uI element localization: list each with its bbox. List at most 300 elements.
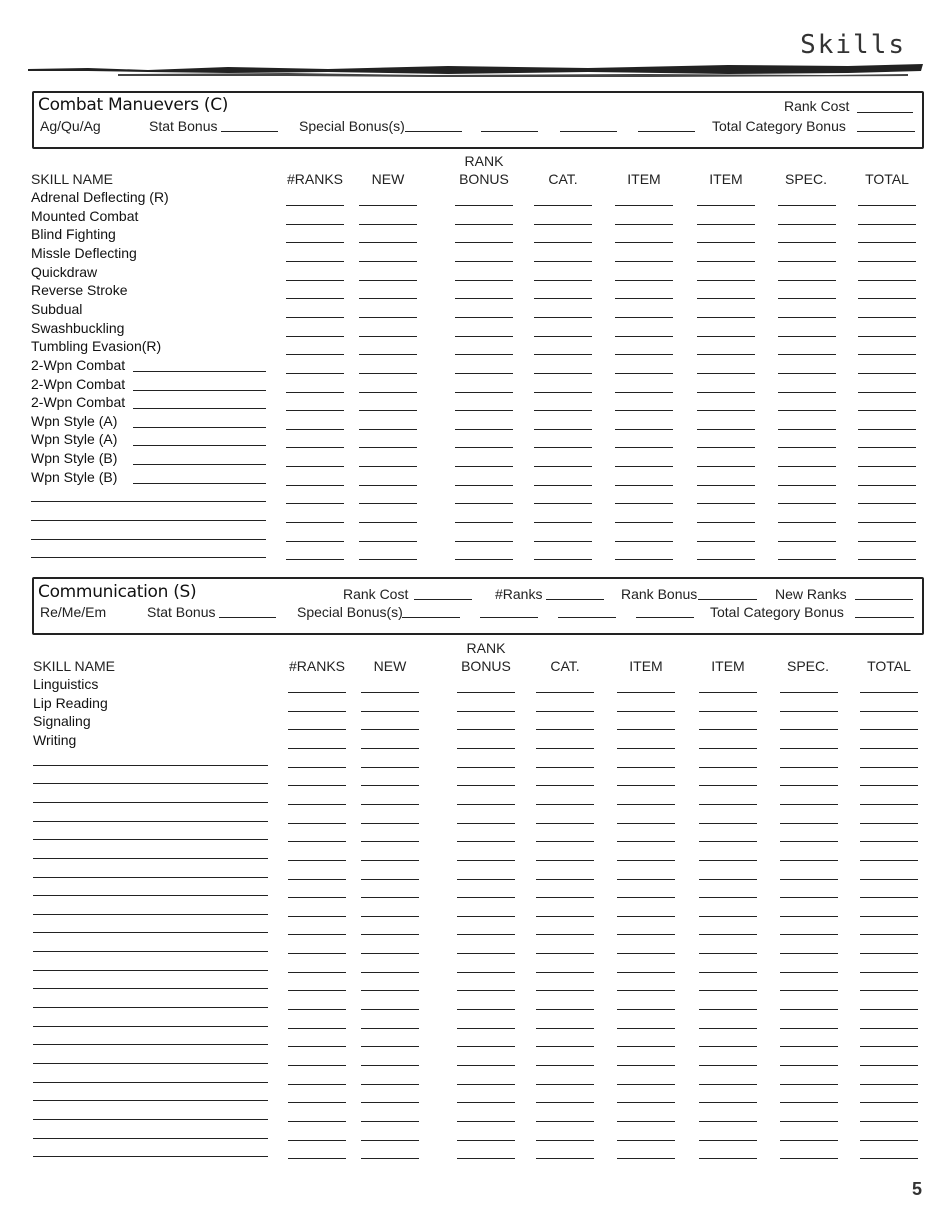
ranks-field[interactable] xyxy=(546,599,604,600)
skill-name-field[interactable] xyxy=(33,877,268,878)
cell-rb[interactable] xyxy=(457,823,515,824)
cell-total[interactable] xyxy=(860,1065,918,1066)
cell-item1[interactable] xyxy=(617,1028,675,1029)
skill-name-writein[interactable] xyxy=(133,464,266,465)
cell-total[interactable] xyxy=(858,373,916,374)
cell-cat[interactable] xyxy=(534,354,592,355)
cell-cat[interactable] xyxy=(536,841,594,842)
cell-spec[interactable] xyxy=(780,1084,838,1085)
cell-new[interactable] xyxy=(361,841,419,842)
skill-name-field[interactable] xyxy=(33,839,268,840)
cell-rb[interactable] xyxy=(457,972,515,973)
cell-cat[interactable] xyxy=(534,280,592,281)
cell-new[interactable] xyxy=(359,541,417,542)
cell-rb[interactable] xyxy=(455,559,513,560)
cell-new[interactable] xyxy=(359,261,417,262)
cell-cat[interactable] xyxy=(536,990,594,991)
cell-item1[interactable] xyxy=(617,1158,675,1159)
cell-ranks[interactable] xyxy=(288,841,346,842)
cell-item2[interactable] xyxy=(699,953,757,954)
cell-new[interactable] xyxy=(361,1009,419,1010)
cell-item2[interactable] xyxy=(699,841,757,842)
cell-item1[interactable] xyxy=(615,429,673,430)
cell-total[interactable] xyxy=(858,354,916,355)
skill-name-writein[interactable] xyxy=(133,483,266,484)
cell-rb[interactable] xyxy=(455,280,513,281)
cell-rb[interactable] xyxy=(455,410,513,411)
cell-total[interactable] xyxy=(860,897,918,898)
cell-cat[interactable] xyxy=(534,485,592,486)
cell-total[interactable] xyxy=(860,841,918,842)
cell-cat[interactable] xyxy=(536,1009,594,1010)
cell-ranks[interactable] xyxy=(288,879,346,880)
cell-total[interactable] xyxy=(858,447,916,448)
cell-ranks[interactable] xyxy=(288,972,346,973)
cell-item2[interactable] xyxy=(697,373,755,374)
cell-ranks[interactable] xyxy=(288,934,346,935)
cell-cat[interactable] xyxy=(536,860,594,861)
cell-total[interactable] xyxy=(860,1084,918,1085)
cell-rb[interactable] xyxy=(455,503,513,504)
cell-spec[interactable] xyxy=(780,1046,838,1047)
skill-name-writein[interactable] xyxy=(133,371,266,372)
cell-new[interactable] xyxy=(359,317,417,318)
cell-item2[interactable] xyxy=(699,1009,757,1010)
cell-item1[interactable] xyxy=(617,1084,675,1085)
cell-item2[interactable] xyxy=(699,1065,757,1066)
cell-new[interactable] xyxy=(359,466,417,467)
cell-item2[interactable] xyxy=(699,1028,757,1029)
cell-total[interactable] xyxy=(860,990,918,991)
cell-cat[interactable] xyxy=(534,466,592,467)
skill-name-field[interactable] xyxy=(33,1119,268,1120)
cell-item2[interactable] xyxy=(699,879,757,880)
cell-item1[interactable] xyxy=(617,692,675,693)
cell-spec[interactable] xyxy=(780,953,838,954)
cell-new[interactable] xyxy=(359,298,417,299)
cell-rb[interactable] xyxy=(455,205,513,206)
cell-cat[interactable] xyxy=(534,317,592,318)
cell-item2[interactable] xyxy=(699,1102,757,1103)
stat-bonus-field[interactable] xyxy=(221,131,278,132)
cell-cat[interactable] xyxy=(536,1102,594,1103)
cell-item2[interactable] xyxy=(699,1158,757,1159)
cell-ranks[interactable] xyxy=(286,205,344,206)
cell-cat[interactable] xyxy=(534,336,592,337)
cell-new[interactable] xyxy=(361,1046,419,1047)
cell-new[interactable] xyxy=(361,767,419,768)
cell-total[interactable] xyxy=(860,1009,918,1010)
cell-item1[interactable] xyxy=(617,729,675,730)
cell-ranks[interactable] xyxy=(286,522,344,523)
cell-ranks[interactable] xyxy=(288,692,346,693)
skill-name-field[interactable] xyxy=(33,802,268,803)
cell-rb[interactable] xyxy=(457,1158,515,1159)
cell-new[interactable] xyxy=(359,336,417,337)
cell-total[interactable] xyxy=(860,804,918,805)
cell-new[interactable] xyxy=(361,729,419,730)
cell-cat[interactable] xyxy=(534,541,592,542)
cell-item1[interactable] xyxy=(617,748,675,749)
cell-total[interactable] xyxy=(860,879,918,880)
cell-ranks[interactable] xyxy=(286,317,344,318)
cell-cat[interactable] xyxy=(536,1121,594,1122)
cell-cat[interactable] xyxy=(534,522,592,523)
cell-item1[interactable] xyxy=(617,916,675,917)
rank-cost-field[interactable] xyxy=(857,112,913,113)
cell-item2[interactable] xyxy=(697,559,755,560)
cell-total[interactable] xyxy=(858,317,916,318)
cell-ranks[interactable] xyxy=(288,804,346,805)
cell-cat[interactable] xyxy=(536,767,594,768)
cell-new[interactable] xyxy=(361,934,419,935)
cell-total[interactable] xyxy=(858,559,916,560)
total-category-bonus-field[interactable] xyxy=(855,617,914,618)
cell-spec[interactable] xyxy=(778,336,836,337)
cell-ranks[interactable] xyxy=(288,1121,346,1122)
cell-rb[interactable] xyxy=(457,916,515,917)
cell-item1[interactable] xyxy=(617,767,675,768)
special-bonus-field-2[interactable] xyxy=(480,617,538,618)
skill-name-field[interactable] xyxy=(31,557,266,558)
cell-cat[interactable] xyxy=(536,916,594,917)
cell-item2[interactable] xyxy=(699,692,757,693)
cell-new[interactable] xyxy=(361,785,419,786)
cell-cat[interactable] xyxy=(536,897,594,898)
cell-total[interactable] xyxy=(860,972,918,973)
cell-cat[interactable] xyxy=(534,429,592,430)
cell-item1[interactable] xyxy=(615,485,673,486)
cell-spec[interactable] xyxy=(780,860,838,861)
cell-new[interactable] xyxy=(361,1065,419,1066)
cell-item2[interactable] xyxy=(697,541,755,542)
skill-name-field[interactable] xyxy=(33,1026,268,1027)
cell-new[interactable] xyxy=(361,692,419,693)
cell-total[interactable] xyxy=(860,1028,918,1029)
rank-bonus-field[interactable] xyxy=(698,599,757,600)
cell-item1[interactable] xyxy=(615,336,673,337)
cell-new[interactable] xyxy=(359,392,417,393)
cell-item2[interactable] xyxy=(699,1121,757,1122)
cell-new[interactable] xyxy=(361,879,419,880)
cell-rb[interactable] xyxy=(455,261,513,262)
cell-new[interactable] xyxy=(361,1028,419,1029)
cell-item1[interactable] xyxy=(617,860,675,861)
cell-item2[interactable] xyxy=(699,823,757,824)
skill-name-field[interactable] xyxy=(31,520,266,521)
cell-item2[interactable] xyxy=(699,1140,757,1141)
skill-name-field[interactable] xyxy=(33,970,268,971)
new-ranks-field[interactable] xyxy=(855,599,913,600)
cell-spec[interactable] xyxy=(780,1121,838,1122)
cell-item2[interactable] xyxy=(697,522,755,523)
cell-new[interactable] xyxy=(361,1121,419,1122)
cell-ranks[interactable] xyxy=(286,261,344,262)
cell-cat[interactable] xyxy=(536,972,594,973)
cell-new[interactable] xyxy=(361,823,419,824)
cell-new[interactable] xyxy=(359,559,417,560)
cell-item2[interactable] xyxy=(697,447,755,448)
cell-rb[interactable] xyxy=(457,1028,515,1029)
special-bonus-field-1[interactable] xyxy=(402,617,460,618)
cell-ranks[interactable] xyxy=(286,466,344,467)
cell-rb[interactable] xyxy=(455,447,513,448)
cell-spec[interactable] xyxy=(780,934,838,935)
cell-cat[interactable] xyxy=(534,559,592,560)
skill-name-field[interactable] xyxy=(33,1063,268,1064)
cell-spec[interactable] xyxy=(780,990,838,991)
cell-spec[interactable] xyxy=(778,298,836,299)
cell-item1[interactable] xyxy=(617,823,675,824)
cell-spec[interactable] xyxy=(778,354,836,355)
cell-total[interactable] xyxy=(860,916,918,917)
cell-cat[interactable] xyxy=(536,879,594,880)
cell-cat[interactable] xyxy=(534,410,592,411)
cell-new[interactable] xyxy=(361,804,419,805)
cell-rb[interactable] xyxy=(455,466,513,467)
cell-rb[interactable] xyxy=(457,692,515,693)
cell-item1[interactable] xyxy=(617,1121,675,1122)
cell-item1[interactable] xyxy=(617,711,675,712)
cell-cat[interactable] xyxy=(534,503,592,504)
stat-bonus-field[interactable] xyxy=(219,617,276,618)
cell-spec[interactable] xyxy=(778,280,836,281)
cell-ranks[interactable] xyxy=(288,1102,346,1103)
cell-rb[interactable] xyxy=(457,934,515,935)
cell-cat[interactable] xyxy=(536,953,594,954)
cell-new[interactable] xyxy=(361,916,419,917)
cell-spec[interactable] xyxy=(780,692,838,693)
cell-ranks[interactable] xyxy=(288,767,346,768)
cell-item2[interactable] xyxy=(697,485,755,486)
cell-item2[interactable] xyxy=(699,972,757,973)
cell-rb[interactable] xyxy=(455,373,513,374)
cell-item2[interactable] xyxy=(697,242,755,243)
cell-ranks[interactable] xyxy=(286,224,344,225)
cell-rb[interactable] xyxy=(455,336,513,337)
cell-ranks[interactable] xyxy=(288,729,346,730)
cell-rb[interactable] xyxy=(457,860,515,861)
cell-rb[interactable] xyxy=(455,242,513,243)
cell-total[interactable] xyxy=(858,298,916,299)
cell-total[interactable] xyxy=(858,242,916,243)
cell-cat[interactable] xyxy=(536,711,594,712)
cell-total[interactable] xyxy=(860,767,918,768)
cell-item1[interactable] xyxy=(617,785,675,786)
skill-name-writein[interactable] xyxy=(133,408,266,409)
cell-item1[interactable] xyxy=(615,522,673,523)
cell-item1[interactable] xyxy=(615,354,673,355)
cell-spec[interactable] xyxy=(778,392,836,393)
cell-item1[interactable] xyxy=(615,205,673,206)
cell-total[interactable] xyxy=(860,748,918,749)
cell-ranks[interactable] xyxy=(286,447,344,448)
cell-spec[interactable] xyxy=(780,748,838,749)
cell-spec[interactable] xyxy=(778,373,836,374)
cell-item1[interactable] xyxy=(615,242,673,243)
cell-rb[interactable] xyxy=(457,785,515,786)
cell-total[interactable] xyxy=(858,392,916,393)
cell-ranks[interactable] xyxy=(286,336,344,337)
cell-rb[interactable] xyxy=(455,317,513,318)
cell-total[interactable] xyxy=(860,860,918,861)
cell-ranks[interactable] xyxy=(288,990,346,991)
cell-new[interactable] xyxy=(361,1158,419,1159)
cell-cat[interactable] xyxy=(534,447,592,448)
cell-new[interactable] xyxy=(359,429,417,430)
cell-spec[interactable] xyxy=(778,522,836,523)
cell-new[interactable] xyxy=(361,711,419,712)
cell-rb[interactable] xyxy=(457,804,515,805)
cell-new[interactable] xyxy=(359,503,417,504)
cell-rb[interactable] xyxy=(457,879,515,880)
cell-rb[interactable] xyxy=(455,224,513,225)
cell-spec[interactable] xyxy=(780,711,838,712)
cell-total[interactable] xyxy=(860,953,918,954)
cell-total[interactable] xyxy=(858,522,916,523)
cell-spec[interactable] xyxy=(780,823,838,824)
cell-item2[interactable] xyxy=(699,860,757,861)
cell-total[interactable] xyxy=(860,1140,918,1141)
cell-ranks[interactable] xyxy=(286,429,344,430)
cell-ranks[interactable] xyxy=(288,823,346,824)
cell-ranks[interactable] xyxy=(288,1009,346,1010)
skill-name-field[interactable] xyxy=(33,951,268,952)
cell-spec[interactable] xyxy=(780,1065,838,1066)
cell-cat[interactable] xyxy=(536,1046,594,1047)
cell-ranks[interactable] xyxy=(286,298,344,299)
cell-cat[interactable] xyxy=(536,1084,594,1085)
special-bonus-field-2[interactable] xyxy=(481,131,538,132)
cell-rb[interactable] xyxy=(455,429,513,430)
cell-total[interactable] xyxy=(858,466,916,467)
cell-rb[interactable] xyxy=(457,1009,515,1010)
cell-rb[interactable] xyxy=(457,1084,515,1085)
cell-new[interactable] xyxy=(359,224,417,225)
cell-rb[interactable] xyxy=(457,767,515,768)
cell-ranks[interactable] xyxy=(288,897,346,898)
cell-ranks[interactable] xyxy=(286,280,344,281)
cell-cat[interactable] xyxy=(536,1158,594,1159)
cell-spec[interactable] xyxy=(780,729,838,730)
cell-item1[interactable] xyxy=(615,317,673,318)
cell-item1[interactable] xyxy=(617,934,675,935)
special-bonus-field-4[interactable] xyxy=(638,131,695,132)
cell-new[interactable] xyxy=(359,522,417,523)
cell-new[interactable] xyxy=(359,205,417,206)
cell-rb[interactable] xyxy=(455,541,513,542)
cell-item1[interactable] xyxy=(617,1140,675,1141)
cell-item2[interactable] xyxy=(699,767,757,768)
cell-total[interactable] xyxy=(860,1158,918,1159)
cell-item2[interactable] xyxy=(697,354,755,355)
cell-item1[interactable] xyxy=(617,1046,675,1047)
cell-total[interactable] xyxy=(860,934,918,935)
cell-new[interactable] xyxy=(359,280,417,281)
cell-rb[interactable] xyxy=(457,1065,515,1066)
skill-name-field[interactable] xyxy=(33,895,268,896)
cell-item2[interactable] xyxy=(697,466,755,467)
cell-item2[interactable] xyxy=(697,410,755,411)
skill-name-field[interactable] xyxy=(33,1156,268,1157)
cell-item1[interactable] xyxy=(617,990,675,991)
cell-total[interactable] xyxy=(858,224,916,225)
cell-total[interactable] xyxy=(860,1102,918,1103)
cell-cat[interactable] xyxy=(534,261,592,262)
cell-ranks[interactable] xyxy=(288,1140,346,1141)
cell-item1[interactable] xyxy=(617,804,675,805)
cell-item2[interactable] xyxy=(699,1084,757,1085)
cell-item2[interactable] xyxy=(697,205,755,206)
cell-item2[interactable] xyxy=(697,224,755,225)
cell-total[interactable] xyxy=(858,280,916,281)
skill-name-field[interactable] xyxy=(33,1007,268,1008)
cell-spec[interactable] xyxy=(780,1140,838,1141)
cell-spec[interactable] xyxy=(778,541,836,542)
cell-item1[interactable] xyxy=(615,447,673,448)
cell-item2[interactable] xyxy=(699,748,757,749)
cell-item2[interactable] xyxy=(697,429,755,430)
cell-cat[interactable] xyxy=(536,1140,594,1141)
cell-cat[interactable] xyxy=(534,392,592,393)
cell-cat[interactable] xyxy=(536,729,594,730)
cell-total[interactable] xyxy=(860,729,918,730)
cell-new[interactable] xyxy=(359,242,417,243)
cell-spec[interactable] xyxy=(778,261,836,262)
cell-ranks[interactable] xyxy=(288,1084,346,1085)
cell-spec[interactable] xyxy=(780,972,838,973)
cell-spec[interactable] xyxy=(780,1009,838,1010)
skill-name-field[interactable] xyxy=(33,914,268,915)
cell-spec[interactable] xyxy=(778,205,836,206)
cell-item1[interactable] xyxy=(615,410,673,411)
cell-item1[interactable] xyxy=(617,897,675,898)
cell-cat[interactable] xyxy=(536,1028,594,1029)
cell-ranks[interactable] xyxy=(286,410,344,411)
total-category-bonus-field[interactable] xyxy=(857,131,915,132)
special-bonus-field-1[interactable] xyxy=(405,131,462,132)
cell-ranks[interactable] xyxy=(288,1158,346,1159)
cell-spec[interactable] xyxy=(780,1028,838,1029)
cell-spec[interactable] xyxy=(778,410,836,411)
skill-name-field[interactable] xyxy=(33,1044,268,1045)
cell-rb[interactable] xyxy=(455,354,513,355)
cell-ranks[interactable] xyxy=(286,485,344,486)
skill-name-field[interactable] xyxy=(33,821,268,822)
cell-item1[interactable] xyxy=(615,559,673,560)
cell-ranks[interactable] xyxy=(288,748,346,749)
skill-name-writein[interactable] xyxy=(133,390,266,391)
cell-item1[interactable] xyxy=(615,466,673,467)
cell-rb[interactable] xyxy=(457,1046,515,1047)
special-bonus-field-3[interactable] xyxy=(558,617,616,618)
cell-cat[interactable] xyxy=(536,785,594,786)
cell-cat[interactable] xyxy=(536,692,594,693)
cell-new[interactable] xyxy=(361,1140,419,1141)
cell-spec[interactable] xyxy=(778,466,836,467)
cell-new[interactable] xyxy=(361,972,419,973)
cell-new[interactable] xyxy=(359,447,417,448)
cell-total[interactable] xyxy=(860,785,918,786)
cell-ranks[interactable] xyxy=(288,953,346,954)
skill-name-field[interactable] xyxy=(33,783,268,784)
cell-spec[interactable] xyxy=(780,1102,838,1103)
cell-item2[interactable] xyxy=(697,261,755,262)
cell-item2[interactable] xyxy=(699,785,757,786)
cell-spec[interactable] xyxy=(780,785,838,786)
cell-new[interactable] xyxy=(359,354,417,355)
cell-spec[interactable] xyxy=(780,804,838,805)
